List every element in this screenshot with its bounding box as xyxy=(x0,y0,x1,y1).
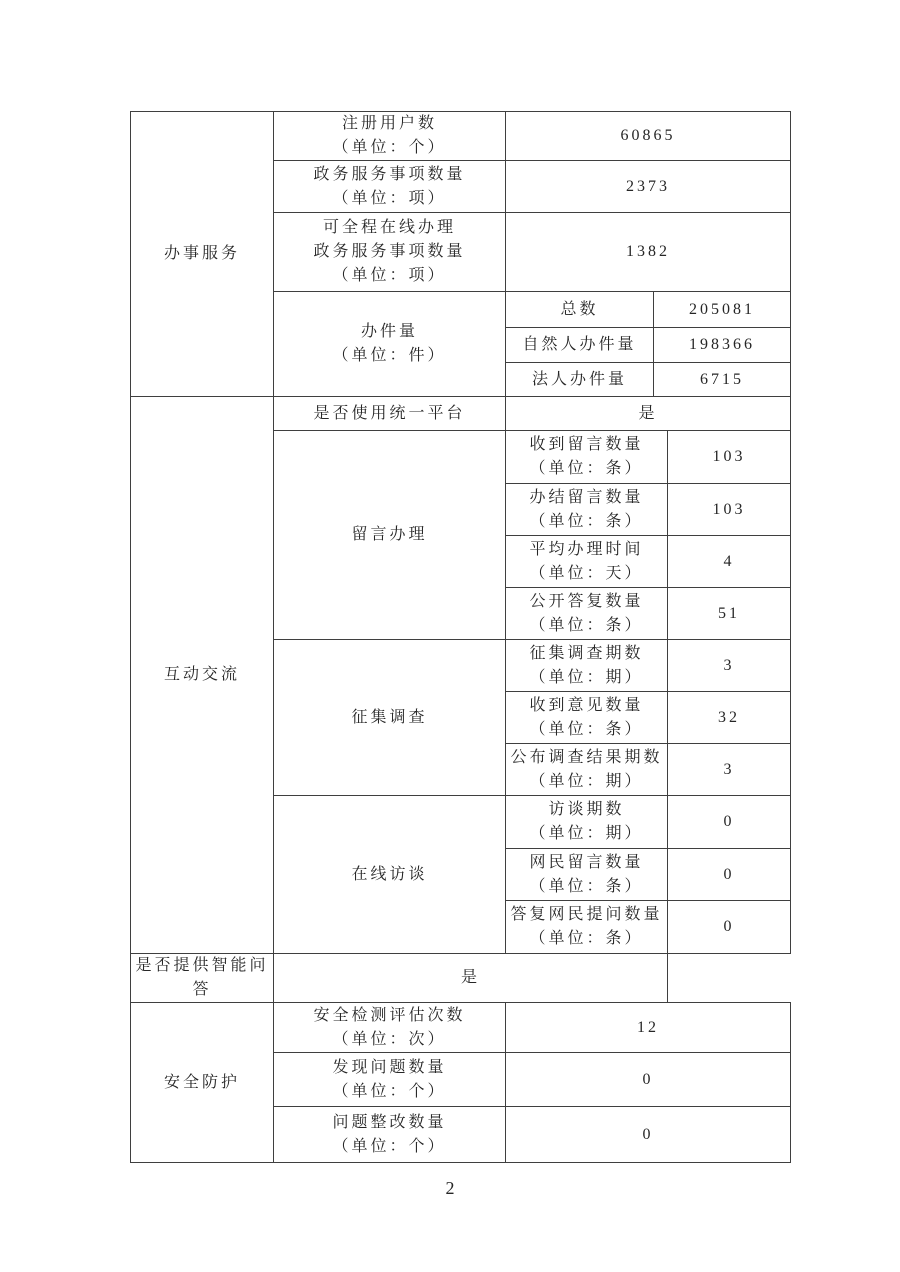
subrow-label-cell xyxy=(506,431,668,484)
subrow-value: 0 xyxy=(668,849,791,901)
subrow-unit: （单位：条） xyxy=(529,512,644,530)
metric-value: 0 xyxy=(506,1053,791,1107)
subrow-label: 答复网民提问数量 xyxy=(510,906,663,923)
subrow-label: 访谈期数 xyxy=(548,801,625,818)
category-cell-interaction: 互动交流 xyxy=(131,397,274,954)
subrow-label: 平均办理时间 xyxy=(529,540,644,558)
subrow-label-cell xyxy=(506,744,668,796)
metric-label: 政务服务事项数量 xyxy=(313,165,466,183)
subrow-label: 法人办件量 xyxy=(506,363,654,397)
metric-value: 1382 xyxy=(506,213,791,292)
metric-label-cell xyxy=(274,213,506,292)
subrow-value: 0 xyxy=(668,796,791,849)
subrow-label: 总数 xyxy=(506,292,654,328)
subrow-value: 103 xyxy=(668,484,791,536)
subrow-unit: （单位：天） xyxy=(529,564,644,582)
metric-label-cell: 是否使用统一平台 xyxy=(274,397,506,431)
subrow-label: 收到意见数量 xyxy=(529,696,644,714)
metric-label-cell xyxy=(274,112,506,161)
metric-value: 12 xyxy=(506,1003,791,1053)
metric-unit: （单位：个） xyxy=(332,1082,447,1100)
group-label: 办件量 xyxy=(360,323,418,340)
table-row xyxy=(131,397,791,431)
subrow-unit: （单位：条） xyxy=(529,460,644,477)
metric-label-cell xyxy=(274,161,506,213)
subrow-label: 公布调查结果期数 xyxy=(510,748,663,766)
metric-label: 政务服务事项数量 xyxy=(313,243,466,260)
table-row xyxy=(131,112,791,161)
annual-report-table xyxy=(130,111,791,1163)
metric-unit: （单位：个） xyxy=(332,139,447,156)
subrow-unit: （单位：期） xyxy=(529,825,644,842)
metric-label: 发现问题数量 xyxy=(332,1058,447,1076)
subrow-value: 3 xyxy=(668,744,791,796)
subrow-label-cell xyxy=(506,588,668,640)
subrow-value: 103 xyxy=(668,431,791,484)
group-label-cell xyxy=(274,292,506,397)
subrow-value: 6715 xyxy=(654,363,791,397)
group-label-cell: 留言办理 xyxy=(274,431,506,640)
table-row xyxy=(131,954,791,1003)
metric-label-cell: 是否提供智能问答 xyxy=(131,954,274,1003)
subrow-label-cell xyxy=(506,536,668,588)
subrow-unit: （单位：条） xyxy=(529,930,644,947)
subrow-value: 205081 xyxy=(654,292,791,328)
subrow-label-cell xyxy=(506,849,668,901)
subrow-label: 征集调查期数 xyxy=(529,644,644,662)
subrow-label: 收到留言数量 xyxy=(529,436,644,453)
subrow-label-cell xyxy=(506,692,668,744)
metric-unit: （单位：次） xyxy=(332,1030,447,1048)
metric-label: 注册用户数 xyxy=(341,115,437,132)
subrow-label-cell xyxy=(506,901,668,954)
metric-unit: （单位：项） xyxy=(332,189,447,207)
group-label-cell: 在线访谈 xyxy=(274,796,506,954)
subrow-unit: （单位：期） xyxy=(529,772,644,790)
subrow-label-cell xyxy=(506,484,668,536)
subrow-label-cell xyxy=(506,796,668,849)
subrow-label: 网民留言数量 xyxy=(529,853,644,871)
category-cell-security: 安全防护 xyxy=(131,1003,274,1163)
subrow-value: 32 xyxy=(668,692,791,744)
table-row xyxy=(131,1003,791,1053)
subrow-unit: （单位：期） xyxy=(529,668,644,686)
subrow-label: 办结留言数量 xyxy=(529,488,644,506)
subrow-unit: （单位：条） xyxy=(529,720,644,738)
subrow-value: 198366 xyxy=(654,328,791,363)
category-cell-service: 办事服务 xyxy=(131,112,274,397)
subrow-label: 自然人办件量 xyxy=(506,328,654,363)
subrow-value: 51 xyxy=(668,588,791,640)
group-unit: （单位：件） xyxy=(332,347,447,364)
metric-label: 安全检测评估次数 xyxy=(313,1006,466,1024)
metric-value: 是 xyxy=(506,397,791,431)
page-number: 2 xyxy=(445,1178,455,1198)
metric-value: 2373 xyxy=(506,161,791,213)
metric-label: 问题整改数量 xyxy=(332,1113,447,1131)
subrow-unit: （单位：条） xyxy=(529,877,644,895)
metric-unit: （单位：项） xyxy=(332,267,447,284)
metric-value: 0 xyxy=(506,1107,791,1163)
subrow-value: 4 xyxy=(668,536,791,588)
metric-label: 可全程在线办理 xyxy=(322,219,456,236)
subrow-value: 3 xyxy=(668,640,791,692)
metric-unit: （单位：个） xyxy=(332,1137,447,1155)
subrow-label-cell xyxy=(506,640,668,692)
metric-label-cell xyxy=(274,1003,506,1053)
metric-label-cell xyxy=(274,1107,506,1163)
group-label-cell: 征集调查 xyxy=(274,640,506,796)
metric-label-cell xyxy=(274,1053,506,1107)
subrow-unit: （单位：条） xyxy=(529,616,644,634)
metric-value: 60865 xyxy=(506,112,791,161)
subrow-value: 0 xyxy=(668,901,791,954)
subrow-label: 公开答复数量 xyxy=(529,592,644,610)
metric-value: 是 xyxy=(274,954,668,1003)
